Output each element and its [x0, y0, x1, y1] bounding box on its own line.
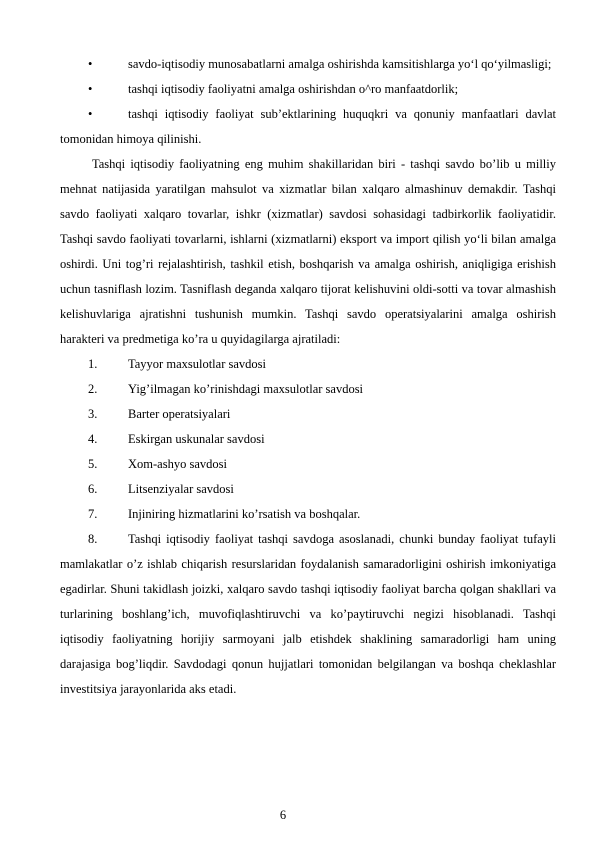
- item-number: 4.: [88, 432, 98, 446]
- bullet-item: [60, 77, 556, 102]
- item-number: 5.: [88, 457, 98, 471]
- item-text: Litsenziyalar savdosi: [128, 482, 234, 496]
- bullet-text: savdo-iqtisodiy munosabatlarni amalga oshirishda kamsitishlarga yo‘l qo‘yilmasligi;: [128, 57, 552, 71]
- item-text: Barter operatsiyalari: [128, 407, 231, 421]
- item-number: 3.: [88, 407, 98, 421]
- item-text: Eskirgan uskunalar savdosi: [128, 432, 265, 446]
- numbered-item: [60, 452, 556, 477]
- bullet-item: [60, 102, 556, 152]
- item-number: 6.: [88, 482, 98, 496]
- numbered-item: [60, 427, 556, 452]
- numbered-item: [60, 402, 556, 427]
- bullet-marker: •: [88, 57, 93, 71]
- item-number: 1.: [88, 357, 98, 371]
- numbered-item: [60, 377, 556, 402]
- item-text: Tayyor maxsulotlar savdosi: [128, 357, 266, 371]
- page-number: 6: [279, 808, 287, 822]
- bullet-marker: •: [88, 107, 93, 121]
- item-text: Yig’ilmagan ko’rinishdagi maxsulotlar savdosi: [128, 382, 364, 396]
- item-text: Injiniring hizmatlarini ko’rsatish va boshqalar.: [128, 507, 361, 521]
- numbered-item: [60, 477, 556, 502]
- item-text: Xom-ashyo savdosi: [128, 457, 227, 471]
- numbered-item: [60, 502, 556, 527]
- bullet-marker: •: [88, 82, 93, 96]
- numbered-item: [60, 352, 556, 377]
- document-page: [60, 52, 556, 702]
- item-number: 7.: [88, 507, 98, 521]
- bullet-text: tashqi iqtisodiy faoliyatni amalga oshirishdan o^ro manfaatdorlik;: [128, 82, 459, 96]
- numbered-item: [60, 527, 556, 702]
- bullet-text: tashqi iqtisodiy faoliyat sub’ektlarining huquqkri va qonuniy manfaatlari davlat tomonidan himoya qilinishi.: [60, 107, 556, 146]
- body-paragraph: Tashqi iqtisodiy faoliyatning eng muhim shakillaridan biri - tashqi savdo bo’lib u milliy mehnat natijasida yaratilgan mahsulot va xizmatlar bilan xalqaro almashinuv demakdir. Tashqi savdo faoliyati xalqaro tovarlar, ishkr (xizmatlar) savdosi sohasidagi tadbirkorlik faoliyatidir. Tashqi savdo faoliyati tovarlarni, ishlarni (xizmatlarni) eksport va import qilish yo‘li bilan amalga oshirdi. Uni tog’ri rejalashtirish, tashkil etish, boshqarish va amalga oshirish, aniqligiga erishish uchun tasniflash lozim. Tasniflash deganda xalqaro tijorat kelishuvini oldi-sotti va tovar almashish kelishuvlariga ajratishni tushunish mumkin. Tashqi savdo operatsiyalarini amalga oshirish harakteri va predmetiga ko’ra u quyidagilarga ajratiladi:: [60, 157, 556, 346]
- item-number: 8.: [88, 532, 98, 546]
- item-number: 2.: [88, 382, 98, 396]
- item-text: Tashqi iqtisodiy faoliyat tashqi savdoga asoslanadi, chunki bunday faoliyat tufayli mamlakatlar o’z ishlab chiqarish resurslaridan foydalanish samaradorligini oshirish imkoniyatiga egadirlar. Shuni takidlash joizki, xalqaro savdo tashqi iqtisodiy faoliyat barcha qolgan shakllari va turlarining boshlang’ich, muvofiqlashtiruvchi va ko’paytiruvchi negizi hisoblanadi. Tashqi iqtisodiy faoliyatning horijiy sarmoyani jalb etishdek shaklining samaradorligi ham uning darajasiga bog’liqdir. Savdodagi qonun hujjatlari tomonidan belgilangan va boshqa cheklashlar investitsiya jarayonlarida aks etadi.: [60, 532, 556, 696]
- bullet-item: [60, 52, 556, 77]
